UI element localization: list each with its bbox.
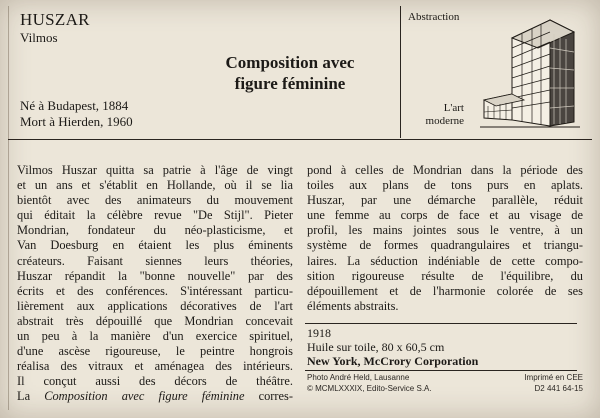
artwork-collection: New York, McCrory Corporation	[307, 354, 479, 368]
biography-line: profil, les mains jointes sous le ventre, à un	[307, 223, 583, 238]
biography-line: d'une ascèse rigoureuse, le peintre hongrois	[17, 344, 293, 359]
biography-line: Huszar, par une démarche parallèle, réduit	[307, 193, 583, 208]
period-label	[408, 102, 464, 128]
biography-column-left	[17, 163, 293, 405]
artwork-title-line2: figure féminine	[234, 74, 346, 93]
credits-block	[307, 372, 583, 394]
biography-line: écrits et des conférences. S'intéressant particu-	[17, 283, 293, 298]
biography-line: et un ans et s'établit en Hollande, où il se lia	[17, 178, 293, 193]
movement-label: Abstraction	[408, 11, 460, 23]
card-code: D2 441 64-15	[534, 384, 583, 393]
biography-line: éléments abstraits.	[307, 298, 399, 313]
photo-credit: Photo André Held, Lausanne	[307, 373, 410, 382]
credits-row	[307, 372, 583, 383]
caption-rule-top	[305, 323, 577, 324]
period-line1: L'art	[443, 102, 464, 114]
artist-firstname: Vilmos	[20, 30, 58, 45]
biography-line: laires. La séduction indéniable de cette compo-	[307, 253, 583, 268]
modern-building-icon	[478, 8, 582, 133]
copyright-notice: © MCMLXXXIX, Edito-Service S.A.	[307, 384, 432, 393]
artist-life-dates	[20, 98, 133, 130]
artwork-title-inline: Composition avec figure féminine	[44, 389, 245, 404]
header-divider	[8, 139, 592, 140]
period-line2: moderne	[425, 115, 464, 127]
biography-line: système de formes quadrangulaires et triangu-	[307, 238, 583, 253]
artist-surname: HUSZAR	[20, 10, 90, 29]
caption-rule-bottom	[305, 370, 577, 371]
biography-line: Mondrian, fondateur du néo-plasticisme, et	[17, 223, 293, 238]
biography-line: un peu à la manière d'un exercice spirituel,	[17, 329, 293, 344]
biography-column-right	[307, 163, 583, 314]
biography-line	[17, 389, 293, 404]
biography-line: pond à celles de Mondrian dans la période des	[307, 163, 583, 177]
artist-birth: Né à Budapest, 1884	[20, 98, 129, 113]
biography-line: Il conçut aussi des décors de théâtre.	[17, 374, 293, 389]
artwork-year: 1918	[307, 326, 331, 340]
print-origin: Imprimé en CEE	[524, 373, 583, 382]
artist-death: Mort à Hierden, 1960	[20, 114, 133, 129]
biography-line: créateurs. Faisant siennes leurs théories,	[17, 253, 293, 268]
artwork-title-line1: Composition avec	[225, 53, 355, 72]
biography-line: dépouillement et de l'harmonie colorée de ses	[307, 283, 583, 298]
biography-line: Van Doesburg en étaient les plus éminents	[17, 238, 293, 253]
biography-text: La	[17, 389, 45, 404]
biography-line: une femme au corps de face et au visage de	[307, 208, 583, 223]
biography-line: lièrement aux applications décoratives de l'art	[17, 298, 293, 313]
biography-line: qui éditait la célèbre revue "De Stijl". Pieter	[17, 208, 293, 223]
header-vertical-divider	[400, 6, 401, 138]
credits-row	[307, 383, 583, 394]
biography-line: toiles aux plans de tons purs en aplats.	[307, 178, 583, 193]
biography-line: Huszar répandit la "bonne nouvelle" par des	[17, 268, 293, 283]
artwork-title	[180, 52, 400, 94]
biography-line: sition rigoureuse résulte de l'équilibre, du	[307, 268, 583, 283]
biography-line: réalisa des vitraux et aménagea des intérieurs.	[17, 359, 293, 374]
biography-text: corres-	[244, 389, 293, 404]
biography-line: abstrait très dépouillé que Mondrian concevait	[17, 313, 293, 328]
biography-line: bientôt avec des animateurs du mouvement	[17, 193, 293, 208]
artwork-medium: Huile sur toile, 80 x 60,5 cm	[307, 340, 445, 354]
biography-line: Vilmos Huszar quitta sa patrie à l'âge de vingt	[17, 163, 293, 177]
